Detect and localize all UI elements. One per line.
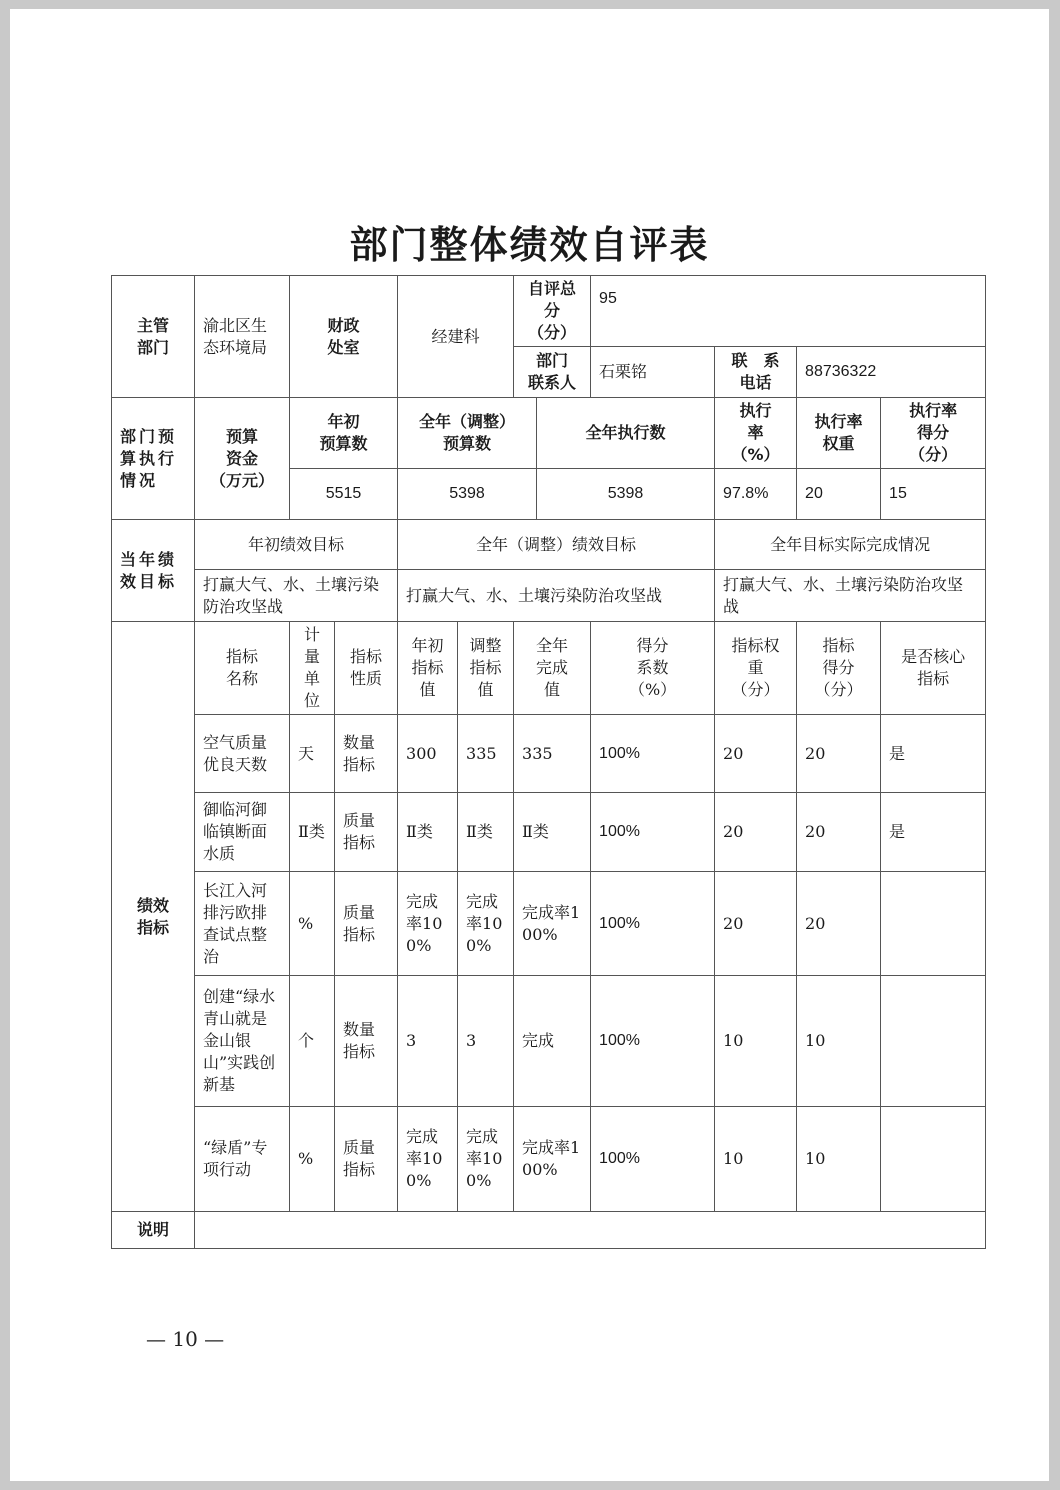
ind-coef: 100% xyxy=(591,976,715,1107)
budget-rate: 97.8% xyxy=(715,469,797,520)
budget-col-initial: 年初 预算数 xyxy=(290,398,398,469)
ind-coef: 100% xyxy=(591,872,715,976)
table-row xyxy=(112,872,986,976)
ind-unit: % xyxy=(290,872,335,976)
goals-actual: 打赢大气、水、土壤污染防治攻坚战 xyxy=(715,570,986,622)
ind-col-weight: 指标权 重 （分） xyxy=(715,622,797,715)
budget-header-row xyxy=(112,398,986,469)
indicators-section-label: 绩效 指标 xyxy=(112,622,195,1212)
budget-col-executed: 全年执行数 xyxy=(537,398,715,469)
ind-col-name: 指标 名称 xyxy=(195,622,290,715)
ind-nature: 数量指标 xyxy=(335,976,398,1107)
ind-adjusted: Ⅱ类 xyxy=(458,793,514,872)
table-row xyxy=(112,1107,986,1212)
ind-adjusted: 335 xyxy=(458,715,514,793)
budget-rate-weight: 20 xyxy=(797,469,881,520)
ind-unit: % xyxy=(290,1107,335,1212)
ind-name: 空气质量优良天数 xyxy=(195,715,290,793)
ind-score: 10 xyxy=(797,976,881,1107)
note-label: 说明 xyxy=(112,1212,195,1249)
ind-adjusted: 完成率100% xyxy=(458,872,514,976)
ind-core: 是 xyxy=(881,715,986,793)
dept-label: 主管 部门 xyxy=(112,276,195,398)
ind-unit: 个 xyxy=(290,976,335,1107)
ind-nature: 质量指标 xyxy=(335,872,398,976)
ind-actual: 完成率100% xyxy=(514,1107,591,1212)
goals-adjusted: 打赢大气、水、土壤污染防治攻坚战 xyxy=(398,570,715,622)
ind-score: 10 xyxy=(797,1107,881,1212)
office-value: 经建科 xyxy=(398,276,514,398)
ind-core xyxy=(881,872,986,976)
budget-adjusted: 5398 xyxy=(398,469,537,520)
goals-initial: 打赢大气、水、土壤污染防治攻坚战 xyxy=(195,570,398,622)
ind-nature: 数量指标 xyxy=(335,715,398,793)
ind-initial: 完成率100% xyxy=(398,872,458,976)
ind-name: 御临河御临镇断面水质 xyxy=(195,793,290,872)
ind-col-coef: 得分 系数 （%） xyxy=(591,622,715,715)
contact-value: 石栗铭 xyxy=(591,347,715,398)
goals-header-row xyxy=(112,520,986,570)
ind-col-actual: 全年 完成 值 xyxy=(514,622,591,715)
budget-section-label: 部门预算执行情况 xyxy=(112,398,195,520)
ind-initial: 3 xyxy=(398,976,458,1107)
office-label: 财政 处室 xyxy=(290,276,398,398)
ind-col-score: 指标 得分 （分） xyxy=(797,622,881,715)
ind-col-core: 是否核心 指标 xyxy=(881,622,986,715)
ind-initial: Ⅱ类 xyxy=(398,793,458,872)
score-value: 95 xyxy=(591,276,986,347)
ind-weight: 20 xyxy=(715,872,797,976)
ind-name: 长江入河排污欧排查试点整治 xyxy=(195,872,290,976)
note-value xyxy=(195,1212,986,1249)
ind-nature: 质量指标 xyxy=(335,793,398,872)
ind-score: 20 xyxy=(797,793,881,872)
evaluation-table xyxy=(111,275,986,1249)
ind-adjusted: 完成率100% xyxy=(458,1107,514,1212)
ind-core xyxy=(881,976,986,1107)
ind-core xyxy=(881,1107,986,1212)
ind-col-nature: 指标 性质 xyxy=(335,622,398,715)
ind-unit: Ⅱ类 xyxy=(290,793,335,872)
note-row xyxy=(112,1212,986,1249)
ind-actual: 完成 xyxy=(514,976,591,1107)
dept-value: 渝北区生态环境局 xyxy=(195,276,290,398)
score-label: 自评总分 （分） xyxy=(514,276,591,347)
ind-col-initial: 年初 指标 值 xyxy=(398,622,458,715)
goals-section-label: 当年绩效目标 xyxy=(112,520,195,622)
budget-rate-score: 15 xyxy=(881,469,986,520)
ind-weight: 10 xyxy=(715,1107,797,1212)
ind-actual: 完成率100% xyxy=(514,872,591,976)
ind-weight: 10 xyxy=(715,976,797,1107)
ind-weight: 20 xyxy=(715,715,797,793)
ind-score: 20 xyxy=(797,715,881,793)
document-page xyxy=(10,9,1049,1481)
table-row xyxy=(112,793,986,872)
ind-actual: Ⅱ类 xyxy=(514,793,591,872)
ind-weight: 20 xyxy=(715,793,797,872)
ind-col-adjusted: 调整 指标 值 xyxy=(458,622,514,715)
budget-col-rate-weight: 执行率 权重 xyxy=(797,398,881,469)
header-row-1 xyxy=(112,276,986,347)
goals-value-row xyxy=(112,570,986,622)
ind-coef: 100% xyxy=(591,1107,715,1212)
ind-col-unit: 计 量 单 位 xyxy=(290,622,335,715)
indicators-header-row xyxy=(112,622,986,715)
ind-initial: 300 xyxy=(398,715,458,793)
budget-initial: 5515 xyxy=(290,469,398,520)
ind-coef: 100% xyxy=(591,715,715,793)
ind-initial: 完成率100% xyxy=(398,1107,458,1212)
budget-fund-label: 预算 资金 （万元） xyxy=(195,398,290,520)
table-row xyxy=(112,976,986,1107)
goals-col-initial: 年初绩效目标 xyxy=(195,520,398,570)
ind-actual: 335 xyxy=(514,715,591,793)
ind-core: 是 xyxy=(881,793,986,872)
table-row xyxy=(112,715,986,793)
ind-score: 20 xyxy=(797,872,881,976)
goals-col-adjusted: 全年（调整）绩效目标 xyxy=(398,520,715,570)
ind-name: “绿盾”专项行动 xyxy=(195,1107,290,1212)
page-number: — 10 — xyxy=(146,1327,225,1351)
goals-col-actual: 全年目标实际完成情况 xyxy=(715,520,986,570)
ind-nature: 质量指标 xyxy=(335,1107,398,1212)
budget-col-rate: 执行 率 （%） xyxy=(715,398,797,469)
budget-col-adjusted: 全年（调整） 预算数 xyxy=(398,398,537,469)
ind-adjusted: 3 xyxy=(458,976,514,1107)
phone-value: 88736322 xyxy=(797,347,986,398)
phone-label: 联 系 电话 xyxy=(715,347,797,398)
ind-coef: 100% xyxy=(591,793,715,872)
budget-executed: 5398 xyxy=(537,469,715,520)
ind-name: 创建“绿水青山就是金山银山”实践创新基 xyxy=(195,976,290,1107)
budget-col-rate-score: 执行率 得分 （分） xyxy=(881,398,986,469)
page-title: 部门整体绩效自评表 xyxy=(349,222,710,267)
ind-unit: 天 xyxy=(290,715,335,793)
contact-label: 部门 联系人 xyxy=(514,347,591,398)
